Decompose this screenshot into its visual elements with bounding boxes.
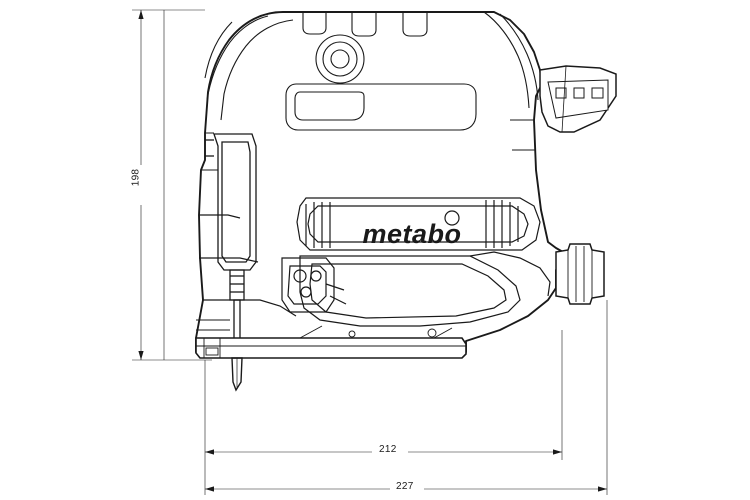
dimension-label-height: 198 (130, 168, 142, 187)
svg-text:metabo: metabo (362, 219, 462, 249)
dimension-label-body-width: 212 (379, 444, 397, 455)
tool-body-outline (196, 12, 563, 357)
dimension-label-total-width: 227 (396, 481, 414, 492)
saw-blade (232, 358, 242, 390)
dust-extraction-nozzle (556, 244, 604, 304)
brand-wordmark (362, 219, 461, 249)
rear-cable-guard (540, 66, 616, 132)
